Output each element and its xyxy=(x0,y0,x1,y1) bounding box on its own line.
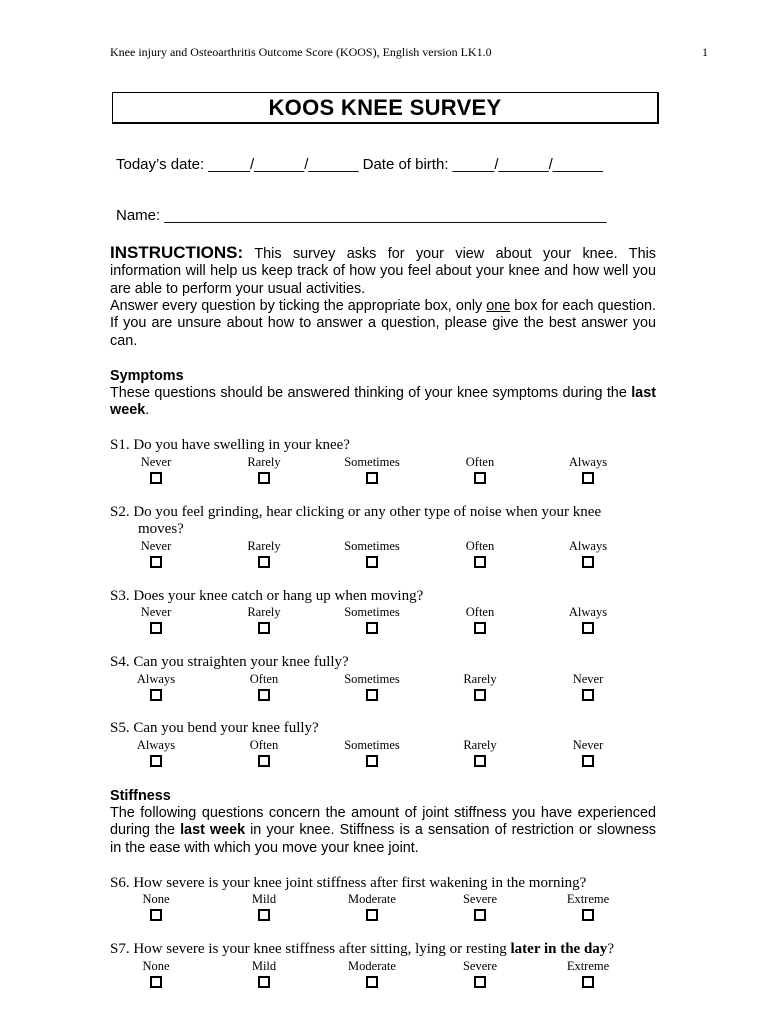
option-label: Extreme xyxy=(566,892,610,906)
checkbox[interactable] xyxy=(474,976,486,988)
instructions-answer-paragraph xyxy=(110,298,656,350)
option-label: Extreme xyxy=(566,959,610,973)
stiffness-intro-bold: last week xyxy=(180,822,246,839)
checkbox[interactable] xyxy=(366,472,378,484)
stiffness-heading: Stiffness xyxy=(110,788,171,804)
option-label: Always xyxy=(568,605,608,619)
question-text xyxy=(110,941,614,958)
answer-option[interactable] xyxy=(106,539,206,568)
answer-option[interactable] xyxy=(106,455,206,484)
checkbox[interactable] xyxy=(582,472,594,484)
checkbox[interactable] xyxy=(150,909,162,921)
question-s2 xyxy=(0,504,768,574)
instructions-underlined-one: one xyxy=(486,298,511,314)
symptoms-heading: Symptoms xyxy=(110,368,184,384)
answer-option[interactable] xyxy=(214,738,314,767)
answer-option[interactable] xyxy=(538,539,638,568)
answer-option[interactable] xyxy=(538,455,638,484)
option-label: Mild xyxy=(251,959,277,973)
answer-option[interactable] xyxy=(214,892,314,921)
checkbox[interactable] xyxy=(474,755,486,767)
question-text: S4. Can you straighten your knee fully? xyxy=(110,654,349,670)
option-label: Severe xyxy=(462,959,497,973)
answer-option[interactable] xyxy=(430,672,530,701)
checkbox[interactable] xyxy=(150,472,162,484)
instructions-text: This survey asks for your view about your knee. This information will help us keep track of how you feel about your knee and how well you are able to perform your usual activities. xyxy=(110,246,656,297)
option-label: None xyxy=(142,892,170,906)
stiffness-intro-text-1: The following questions concern the amount of joint stiffness you have experienced during the xyxy=(110,805,656,839)
checkbox[interactable] xyxy=(474,909,486,921)
symptoms-intro-text-2: . xyxy=(145,402,150,419)
question-text: S1. Do you have swelling in your knee? xyxy=(110,437,350,453)
checkbox[interactable] xyxy=(258,472,270,484)
option-label: Sometimes xyxy=(344,738,400,752)
answer-option[interactable] xyxy=(214,455,314,484)
answer-option[interactable] xyxy=(106,738,206,767)
question-text: S3. Does your knee catch or hang up when moving? xyxy=(110,588,424,604)
answer-option[interactable] xyxy=(430,738,530,767)
option-label: Never xyxy=(572,738,604,752)
symptoms-intro-text-1: These questions should be answered thinking of your knee symptoms during the xyxy=(110,385,632,401)
checkbox[interactable] xyxy=(582,976,594,988)
symptoms-intro-bold: last week xyxy=(110,385,656,419)
option-label: Sometimes xyxy=(344,672,400,686)
option-label: Often xyxy=(249,672,279,686)
answer-option[interactable] xyxy=(214,539,314,568)
question-text-part-1: S7. How severe is your knee stiffness after sitting, lying or resting xyxy=(110,941,511,957)
checkbox[interactable] xyxy=(258,622,270,634)
option-label: Always xyxy=(568,539,608,553)
option-label: Sometimes xyxy=(344,605,400,619)
checkbox[interactable] xyxy=(150,689,162,701)
checkbox[interactable] xyxy=(150,556,162,568)
checkbox[interactable] xyxy=(258,976,270,988)
instructions-answer-text-2: box for each question. If you are unsure about how to answer a question, please give the best answer you can. xyxy=(110,298,656,349)
option-label: None xyxy=(142,959,170,973)
question-s1 xyxy=(0,437,768,497)
checkbox[interactable] xyxy=(366,976,378,988)
question-text xyxy=(110,504,630,538)
option-label: Always xyxy=(136,672,176,686)
answer-option[interactable] xyxy=(106,672,206,701)
option-label: Often xyxy=(465,605,495,619)
answer-option[interactable] xyxy=(322,672,422,701)
option-label: Mild xyxy=(251,892,277,906)
answer-option[interactable] xyxy=(322,455,422,484)
answer-option[interactable] xyxy=(538,892,638,921)
checkbox[interactable] xyxy=(474,689,486,701)
answer-option[interactable] xyxy=(214,959,314,988)
answer-option[interactable] xyxy=(538,605,638,634)
answer-option[interactable] xyxy=(106,892,206,921)
option-label: Often xyxy=(465,539,495,553)
checkbox[interactable] xyxy=(582,556,594,568)
checkbox[interactable] xyxy=(150,755,162,767)
option-label: Rarely xyxy=(247,455,281,469)
checkbox[interactable] xyxy=(366,622,378,634)
question-s3 xyxy=(0,588,768,648)
question-text-part-2: ? xyxy=(607,941,614,957)
question-s7 xyxy=(0,941,768,1001)
name-field[interactable]: Name: _____________________________________________________ xyxy=(116,207,607,224)
answer-option[interactable] xyxy=(322,892,422,921)
checkbox[interactable] xyxy=(258,556,270,568)
option-label: Rarely xyxy=(247,605,281,619)
checkbox[interactable] xyxy=(258,689,270,701)
option-label: Often xyxy=(465,455,495,469)
instructions-answer-text-1: Answer every question by ticking the appropriate box, only xyxy=(110,298,487,314)
option-label: Never xyxy=(140,455,172,469)
running-header: Knee injury and Osteoarthritis Outcome Score (KOOS), English version LK1.0 xyxy=(110,45,492,59)
checkbox[interactable] xyxy=(258,909,270,921)
option-label: Sometimes xyxy=(344,539,400,553)
answer-option[interactable] xyxy=(538,738,638,767)
page-number: 1 xyxy=(702,45,708,59)
checkbox[interactable] xyxy=(582,755,594,767)
option-label: Never xyxy=(140,605,172,619)
answer-option[interactable] xyxy=(322,959,422,988)
option-label: Never xyxy=(140,539,172,553)
option-label: Moderate xyxy=(348,959,396,973)
date-fields[interactable]: Today’s date: _____/______/______ Date of birth: _____/______/______ xyxy=(116,156,603,173)
checkbox[interactable] xyxy=(258,755,270,767)
answer-option[interactable] xyxy=(430,455,530,484)
answer-option[interactable] xyxy=(430,959,530,988)
checkbox[interactable] xyxy=(366,909,378,921)
answer-option[interactable] xyxy=(214,605,314,634)
checkbox[interactable] xyxy=(474,472,486,484)
option-label: Severe xyxy=(462,892,497,906)
answer-option[interactable] xyxy=(106,605,206,634)
option-label: Sometimes xyxy=(344,455,400,469)
checkbox[interactable] xyxy=(366,556,378,568)
question-s4 xyxy=(0,654,768,714)
question-s6 xyxy=(0,875,768,935)
option-label: Always xyxy=(136,738,176,752)
checkbox[interactable] xyxy=(474,622,486,634)
checkbox[interactable] xyxy=(150,976,162,988)
stiffness-intro xyxy=(110,805,656,857)
option-label: Moderate xyxy=(348,892,396,906)
question-text: S5. Can you bend your knee fully? xyxy=(110,720,319,736)
instructions-heading: INSTRUCTIONS: xyxy=(110,243,244,262)
title-box xyxy=(112,92,659,124)
instructions-paragraph xyxy=(110,244,656,298)
option-label: Often xyxy=(249,738,279,752)
answer-option[interactable] xyxy=(430,539,530,568)
checkbox[interactable] xyxy=(366,755,378,767)
option-label: Rarely xyxy=(247,539,281,553)
question-text-line-2: moves? xyxy=(138,521,184,537)
checkbox[interactable] xyxy=(582,909,594,921)
question-text-bold: later in the day xyxy=(510,941,608,957)
answer-option[interactable] xyxy=(322,738,422,767)
checkbox[interactable] xyxy=(582,689,594,701)
answer-option[interactable] xyxy=(214,672,314,701)
symptoms-intro xyxy=(110,385,656,420)
answer-option[interactable] xyxy=(538,672,638,701)
checkbox[interactable] xyxy=(474,556,486,568)
option-label: Never xyxy=(572,672,604,686)
page-title: KOOS KNEE SURVEY xyxy=(268,94,502,120)
answer-option[interactable] xyxy=(322,539,422,568)
question-text: S6. How severe is your knee joint stiffness after first wakening in the morning? xyxy=(110,875,587,891)
answer-option[interactable] xyxy=(430,605,530,634)
checkbox[interactable] xyxy=(582,622,594,634)
option-label: Rarely xyxy=(463,738,497,752)
option-label: Rarely xyxy=(463,672,497,686)
question-text-line-1: S2. Do you feel grinding, hear clicking or any other type of noise when your knee xyxy=(110,504,602,520)
checkbox[interactable] xyxy=(150,622,162,634)
answer-option[interactable] xyxy=(322,605,422,634)
checkbox[interactable] xyxy=(366,689,378,701)
answer-option[interactable] xyxy=(538,959,638,988)
answer-option[interactable] xyxy=(106,959,206,988)
option-label: Always xyxy=(568,455,608,469)
question-s5 xyxy=(0,720,768,780)
answer-option[interactable] xyxy=(430,892,530,921)
stiffness-intro-text-2: in your knee. Stiffness is a sensation of restriction or slowness in the ease with which you move your knee joint. xyxy=(110,822,657,856)
